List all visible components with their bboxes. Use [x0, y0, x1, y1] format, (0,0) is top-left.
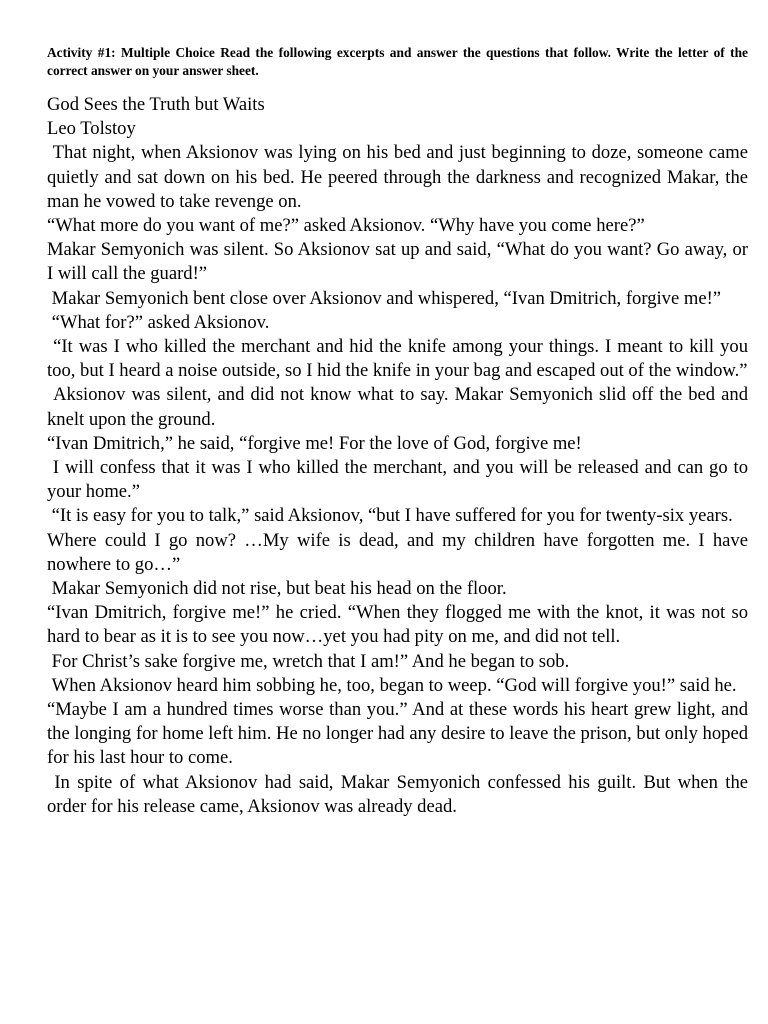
story-paragraph-10: “It is easy for you to talk,” said Aksionov, “but I have suffered for you for twenty-six years. — [47, 505, 733, 527]
story-author: Leo Tolstoy — [47, 118, 136, 140]
story-excerpt — [47, 93, 753, 819]
story-paragraph-3: Makar Semyonich was silent. So Aksionov sat up and said, “What do you want? Go away, or I will call the guard!” — [47, 239, 753, 285]
story-paragraph-11: Where could I go now? …My wife is dead, and my children have forgotten me. I have nowhere to go…” — [47, 529, 753, 575]
story-paragraph-8: “Ivan Dmitrich,” he said, “forgive me! For the love of God, forgive me! — [47, 432, 582, 454]
story-paragraph-17: In spite of what Aksionov had said, Makar Semyonich confessed his guilt. But when the order for his release came, Aksionov was already dead. — [47, 771, 753, 817]
story-paragraph-5: “What for?” asked Aksionov. — [47, 311, 270, 333]
story-paragraph-1: That night, when Aksionov was lying on his bed and just beginning to doze, someone came quietly and sat down on his bed. He peered through the darkness and recognized Makar, the man he vowed to take revenge on. — [47, 142, 753, 212]
activity-instructions: Activity #1: Multiple Choice Read the following excerpts and answer the questions that follow. Write the letter of the correct answer on your answer sheet. — [47, 45, 748, 78]
story-paragraph-7: Aksionov was silent, and did not know what to say. Makar Semyonich slid off the bed and knelt upon the ground. — [47, 384, 753, 430]
story-paragraph-2: “What more do you want of me?” asked Aksionov. “Why have you come here?” — [47, 215, 645, 237]
story-title: God Sees the Truth but Waits — [47, 94, 265, 115]
story-paragraph-12: Makar Semyonich did not rise, but beat his head on the floor. — [47, 578, 507, 600]
story-paragraph-6: “It was I who killed the merchant and hid the knife among your things. I meant to kill you too, but I heard a noise outside, so I hid the knife in your bag and escaped out of the window.” — [47, 336, 753, 382]
story-paragraph-9: I will confess that it was I who killed the merchant, and you will be released and can go to your home.” — [47, 457, 753, 503]
story-paragraph-4: Makar Semyonich bent close over Aksionov and whispered, “Ivan Dmitrich, forgive me!” — [47, 287, 722, 309]
story-paragraph-13: “Ivan Dmitrich, forgive me!” he cried. “When they flogged me with the knot, it was not so hard to bear as it is to see you now…yet you had pity on me, and did not tell. — [47, 602, 753, 648]
story-paragraph-15: When Aksionov heard him sobbing he, too, began to weep. “God will forgive you!” said he. — [47, 674, 737, 696]
story-paragraph-16: “Maybe I am a hundred times worse than you.” And at these words his heart grew light, and the longing for home left him. He no longer had any desire to leave the prison, but only hoped for his last hour to come. — [47, 699, 753, 769]
story-paragraph-14: For Christ’s sake forgive me, wretch that I am!” And he began to sob. — [47, 650, 570, 672]
